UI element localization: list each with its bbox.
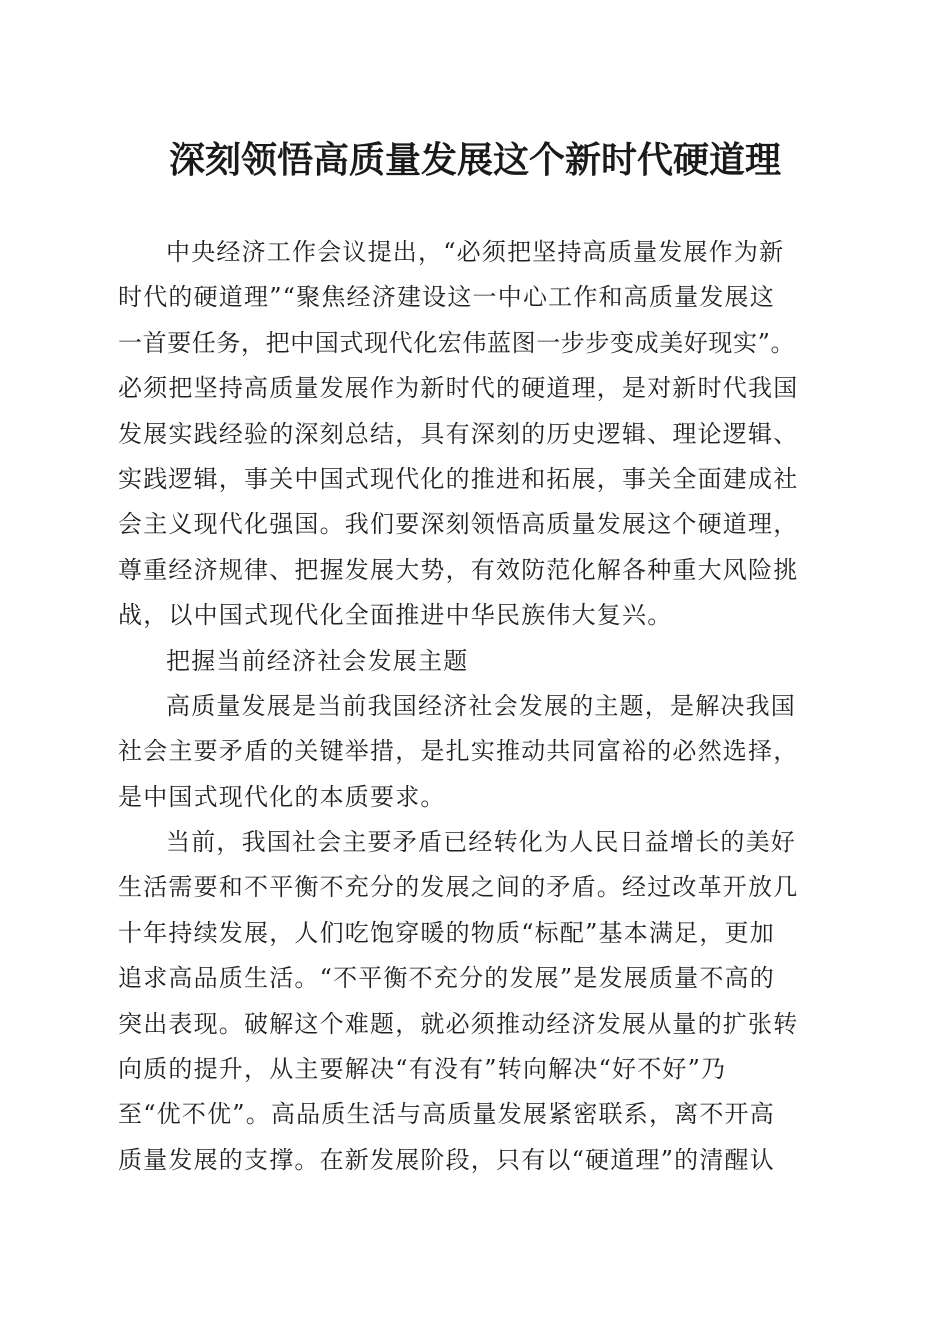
- paragraph-line: 向质的提升，从主要解决“有没有”转向解决“好不好”乃: [118, 1055, 727, 1084]
- paragraph-line: 十年持续发展，人们吃饱穿暖的物质“标配”基本满足，更加: [118, 918, 775, 947]
- paragraph-line: 必须把坚持高质量发展作为新时代的硬道理，是对新时代我国: [118, 374, 799, 403]
- paragraph-line: 质量发展的支撑。在新发展阶段，只有以“硬道理”的清醒认: [118, 1145, 775, 1174]
- paragraph-line: 至“优不优”。高品质生活与高质量发展紧密联系，离不开高: [118, 1100, 775, 1129]
- paragraph-line: 中央经济工作会议提出，“必须把坚持高质量发展作为新: [166, 238, 785, 266]
- paragraph-line: 尊重经济规律、把握发展大势，有效防范化解各种重大风险挑: [118, 555, 799, 584]
- document-body: [118, 230, 838, 1183]
- paragraph-line: 时代的硬道理”“聚焦经济建设这一中心工作和高质量发展这: [118, 283, 775, 312]
- paragraph-line: 突出表现。破解这个难题，就必须推动经济发展从量的扩张转: [118, 1009, 799, 1038]
- paragraph-line: 战，以中国式现代化全面推进中华民族伟大复兴。: [118, 601, 673, 630]
- paragraph-line: 生活需要和不平衡不充分的发展之间的矛盾。经过改革开放几: [118, 873, 799, 902]
- paragraph-line: 当前，我国社会主要矛盾已经转化为人民日益增长的美好: [166, 828, 796, 857]
- section-heading: 把握当前经济社会发展主题: [166, 646, 469, 675]
- paragraph-line: 一首要任务，把中国式现代化宏伟蓝图一步步变成美好现实”。: [118, 328, 796, 357]
- paragraph-line: 会主义现代化强国。我们要深刻领悟高质量发展这个硬道理，: [118, 510, 799, 539]
- paragraph-line: 社会主要矛盾的关键举措，是扎实推动共同富裕的必然选择，: [118, 737, 799, 766]
- paragraph-line: 实践逻辑，事关中国式现代化的推进和拓展，事关全面建成社: [118, 464, 799, 493]
- document-title: 深刻领悟高质量发展这个新时代硬道理: [168, 139, 781, 181]
- paragraph-line: 高质量发展是当前我国经济社会发展的主题，是解决我国: [166, 691, 796, 720]
- paragraph-line: 追求高品质生活。“不平衡不充分的发展”是发展质量不高的: [118, 964, 775, 993]
- paragraph-line: 是中国式现代化的本质要求。: [118, 782, 446, 811]
- paragraph-line: 发展实践经验的深刻总结，具有深刻的历史逻辑、理论逻辑、: [118, 419, 799, 448]
